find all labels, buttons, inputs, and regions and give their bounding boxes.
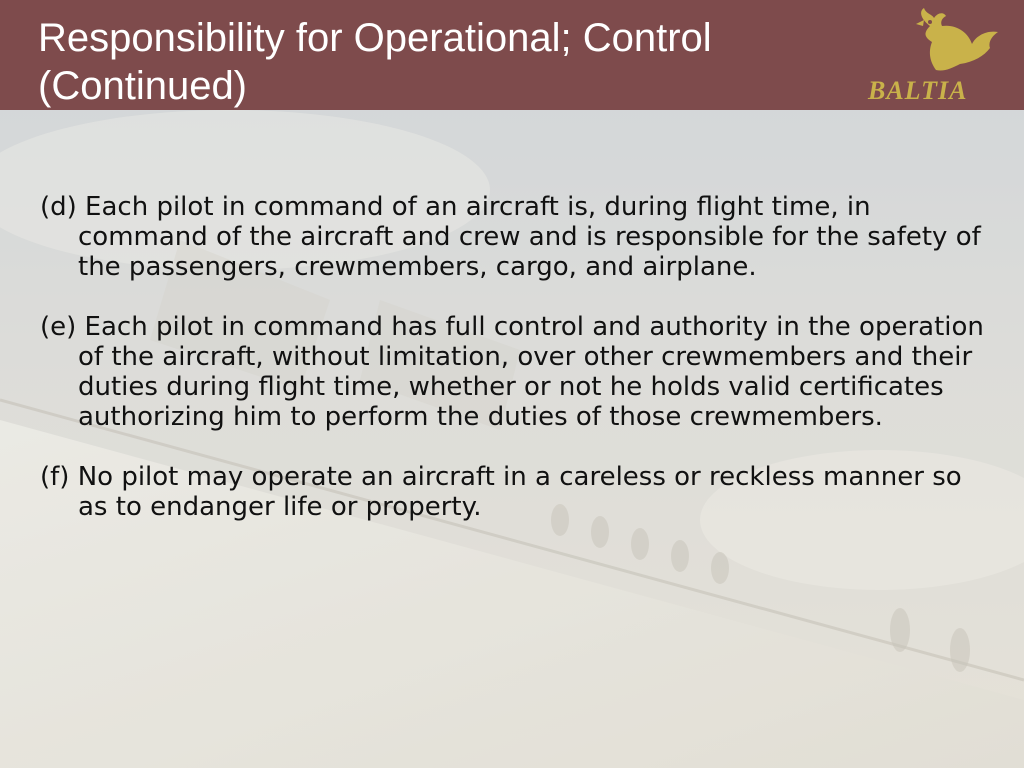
title-bar bbox=[0, 0, 1024, 110]
slide-title-line-2: (Continued) bbox=[38, 64, 248, 108]
slide-title bbox=[38, 14, 858, 110]
slide-body bbox=[40, 192, 990, 552]
paragraph-f: (f) No pilot may operate an aircraft in a careless or reckless manner so as to endanger life or property. bbox=[40, 462, 962, 522]
paragraph-d: (d) Each pilot in command of an aircraft is, during flight time, in command of the aircraft and crew and is responsible for the safety of the passengers, crewmembers, cargo, and airplane. bbox=[40, 192, 981, 282]
slide-title-line-1: Responsibility for Operational; Control bbox=[38, 16, 712, 60]
logo-wordmark: BALTIA bbox=[868, 76, 968, 105]
paragraph-e: (e) Each pilot in command has full control and authority in the operation of the aircraft, without limitation, over other crewmembers and their duties during flight time, whether or not he holds valid certificates authorizing him to perform the duties of those crewmembers. bbox=[40, 312, 984, 432]
